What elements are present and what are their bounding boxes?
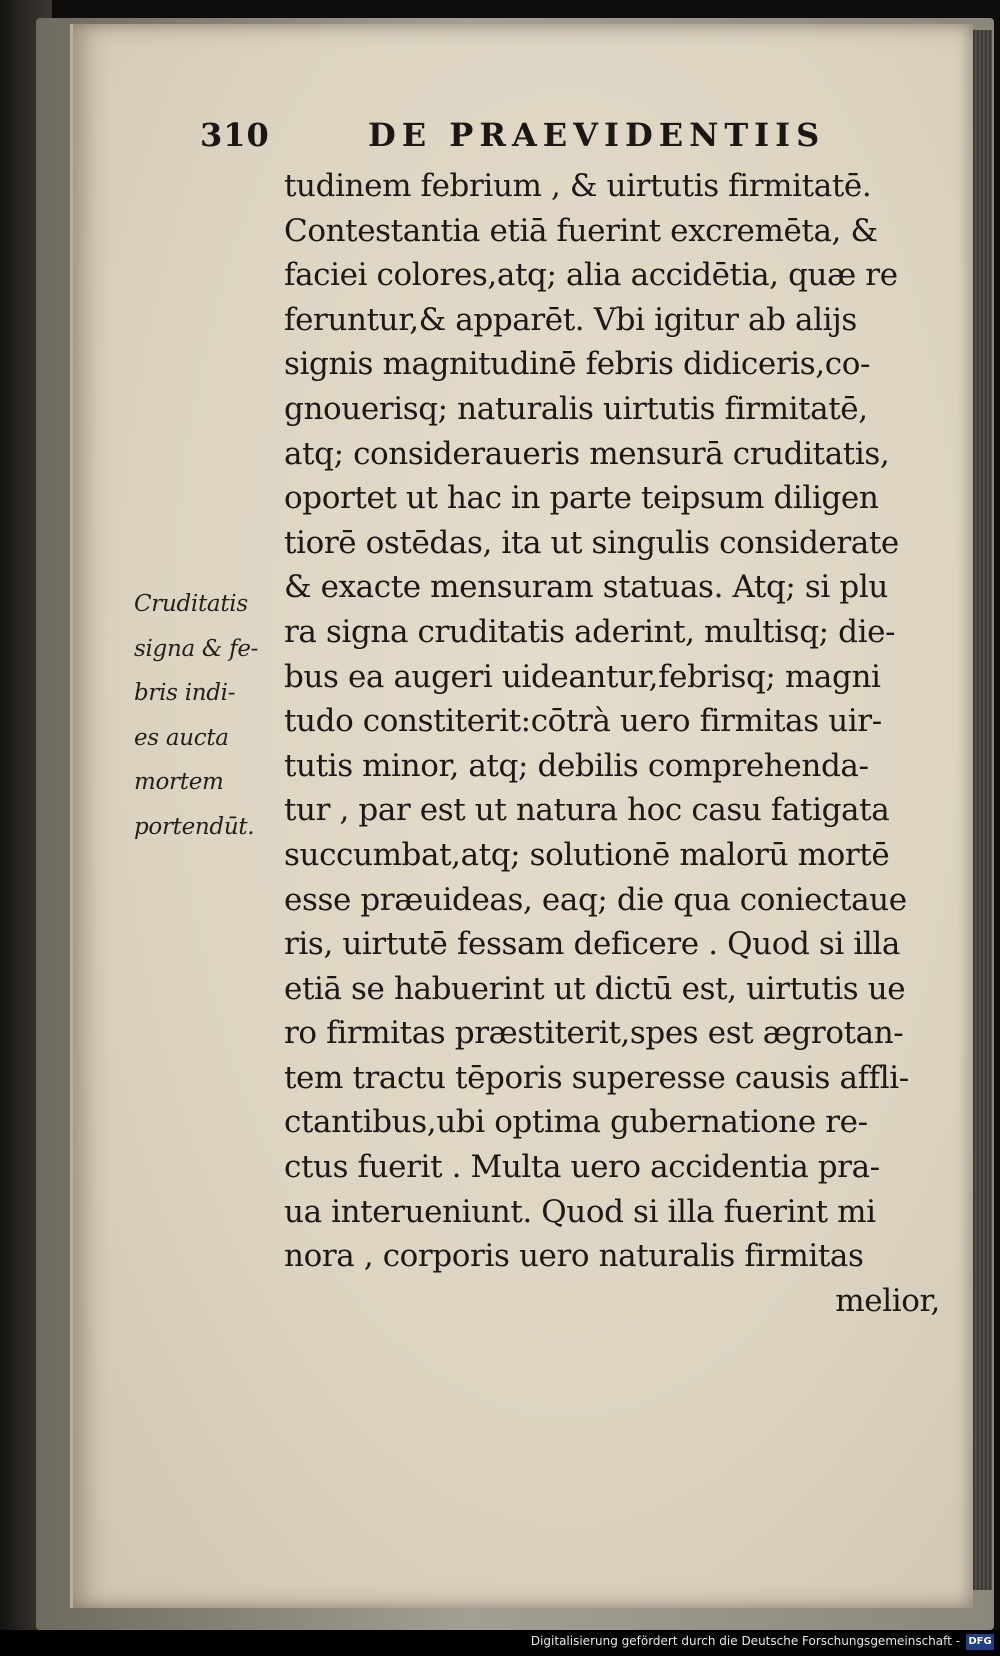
text-line: etiā se habuerint ut dictū est, uirtutis ue — [284, 970, 906, 1007]
text-line: tutis minor, atq; debilis comprehenda- — [284, 747, 869, 784]
text-line: signis magnitudinē febris didiceris,co- — [284, 346, 871, 383]
text-line: oportet ut hac in parte teipsum diligen — [284, 480, 879, 517]
text-line: bus ea augeri uideantur,febrisq; magni — [284, 658, 881, 695]
page-number: 310 — [200, 116, 270, 154]
marginal-note-line: mortem — [134, 769, 224, 796]
body-text — [284, 164, 952, 1323]
text-line: atq; consideraueris mensurā cruditatis, — [284, 435, 890, 472]
text-line: succumbat,atq; solutionē malorū mortē — [284, 836, 890, 873]
dfg-logo-icon: DFG — [966, 1634, 994, 1650]
text-line: tem tractu tēporis superesse causis affli- — [284, 1059, 909, 1096]
marginal-note — [134, 582, 280, 850]
page-edges — [970, 30, 992, 1590]
catchword: melior, — [835, 1282, 940, 1319]
running-title: DE PRAEVIDENTIIS — [368, 116, 826, 154]
marginal-note-line: signa & fe- — [134, 635, 259, 662]
marginal-note-line: Cruditatis — [134, 591, 248, 617]
text-line: feruntur,& apparēt. Vbi igitur ab alijs — [284, 301, 857, 338]
text-line: ris, uirtutē fessam deficere . Quod si illa — [284, 926, 900, 963]
text-line: tur , par est ut natura hoc casu fatigata — [284, 792, 890, 829]
text-line: ra signa cruditatis aderint, multisq; die- — [284, 613, 896, 650]
text-line: faciei colores,atq; alia accidētia, quæ re — [284, 257, 898, 294]
digitization-credit: Digitalisierung gefördert durch die Deutsche Forschungsgemeinschaft - — [530, 1634, 960, 1648]
marginal-note-line: es aucta — [134, 724, 229, 751]
text-line: ctus fuerit . Multa uero accidentia pra- — [284, 1149, 880, 1186]
text-line: Contestantia etiā fuerint excremēta, & — [284, 212, 878, 249]
text-line: gnouerisq; naturalis uirtutis firmitatē, — [284, 390, 868, 427]
text-line: esse præuideas, eaq; die qua coniectaue — [284, 881, 907, 918]
text-line: nora , corporis uero naturalis firmitas — [284, 1238, 864, 1275]
text-line: & exacte mensuram statuas. Atq; si plu — [284, 569, 888, 606]
marginal-note-line: portendūt. — [134, 813, 255, 840]
text-line: tudinem febrium , & uirtutis firmitatē. — [284, 168, 872, 204]
text-line: ro firmitas præstiterit,spes est ægrotan- — [284, 1015, 904, 1052]
text-line: ua interueniunt. Quod si illa fuerint mi — [284, 1193, 876, 1230]
text-line: tudo constiterit:cōtrà uero firmitas uir- — [284, 703, 882, 740]
marginal-note-line: bris indi- — [134, 680, 236, 707]
running-head — [200, 116, 860, 160]
text-line: ctantibus,ubi optima gubernatione re- — [284, 1104, 868, 1141]
text-line: tiorē ostēdas, ita ut singulis considerate — [284, 524, 899, 561]
